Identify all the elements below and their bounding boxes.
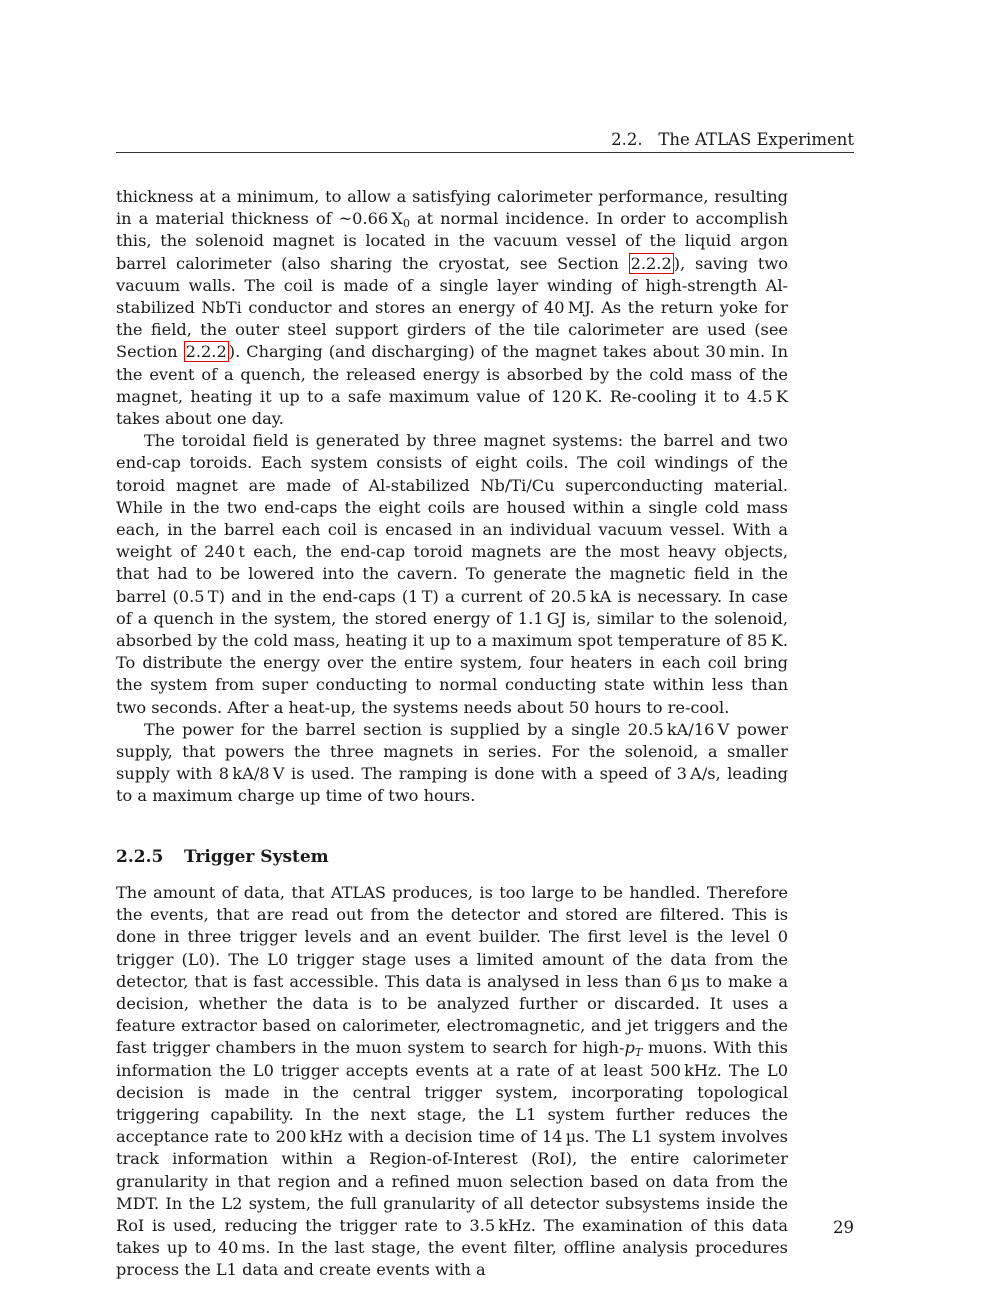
- section-number: 2.2.5: [116, 846, 164, 867]
- subscript: 0: [402, 217, 410, 231]
- header-title: The ATLAS Experiment: [658, 130, 854, 149]
- text-run: at normal incidence. In order to accomplish this, the solenoid magnet is located in the vacuum vessel of the liquid argon barrel calorimeter (also sharing the cryostat, see Section: [116, 209, 788, 273]
- section-ref-link[interactable]: 2.2.2: [630, 253, 672, 273]
- section-title: Trigger System: [184, 846, 329, 867]
- text-run: muons. With this information the L0 trigger accepts events at a rate of at least 500 kHz. The L0 decision is made in the central trigger system, incorporating topological triggering capability. In the next stage, the L1 system further reduces the acceptance rate to 200 kHz with a decision time of 14 µs. The L1 system involves track information within a Region-of-Interest (RoI), the entire calorimeter granularity in that region and a refined muon selection based on data from the MDT. In the L2 system, the full granularity of all detector subsystems inside the RoI is used, reducing the trigger rate to 3.5 kHz. The examination of this data takes up to 40 ms. In the last stage, the event filter, offline analysis procedures process the L1 data and create events with a: [116, 1038, 788, 1280]
- math-symbol: p: [624, 1038, 635, 1058]
- page-number: 29: [833, 1218, 854, 1237]
- subscript: T: [634, 1046, 643, 1060]
- text-run: ). Charging (and discharging) of the magnet takes about 30 min. In the event of a quench, the released energy is absorbed by the cold mass of the magnet, heating it up to a safe maximum value of 120 K. Re-cooling it to 4.5 K takes about one day.: [116, 342, 788, 429]
- text-run: ), saving two vacuum walls. The coil is made of a single layer winding of high-strength Al-stabilized NbTi conductor and stores an energy of 40 MJ. As the return yoke for the field, the outer steel support girders of the tile calorimeter are used (see Section: [116, 253, 788, 362]
- section-ref-link[interactable]: 2.2.2: [185, 342, 227, 362]
- header-section-number: 2.2.: [611, 130, 643, 149]
- paragraph-solenoid: [116, 186, 788, 430]
- section-heading: [116, 846, 788, 868]
- paragraph-power: The power for the barrel section is supplied by a single 20.5 kA/16 V power supply, that powers the three magnets in series. For the solenoid, a smaller supply with 8 kA/8 V is used. The ramping is done with a speed of 3 A/s, leading to a maximum charge up time of two hours.: [116, 719, 788, 806]
- paragraph-trigger: [116, 882, 788, 1282]
- page-body: [116, 186, 788, 1282]
- text-run: The amount of data, that ATLAS produces, is too large to be handled. Therefore the events, that are read out from the detector and stored are filtered. This is done in three trigger levels and an event builder. The first level is the level 0 trigger (L0). The L0 trigger stage uses a limited amount of the data from the detector, that is fast accessible. This data is analysed in less than 6 µs to make a decision, whether the data is to be analyzed further or discarded. It uses a feature extractor based on calorimeter, electromagnetic, and jet triggers and the fast trigger chambers in the muon system to search for high-: [116, 882, 788, 1058]
- paragraph-toroid: The toroidal field is generated by three magnet systems: the barrel and two end-cap toroids. Each system consists of eight coils. The coil windings of the toroid magnet are made of Al-stabilized Nb/Ti/Cu superconducting material. While in the two end-caps the eight coils are housed within a single cold mass each, in the barrel each coil is encased in an individual vacuum vessel. With a weight of 240 t each, the end-cap toroid magnets are the most heavy objects, that had to be lowered into the cavern. To generate the magnetic field in the barrel (0.5 T) and in the end-caps (1 T) a current of 20.5 kA is necessary. In case of a quench in the system, the stored energy of 1.1 GJ is, similar to the solenoid, absorbed by the cold mass, heating it up to a maximum spot temperature of 85 K. To distribute the energy over the entire system, four heaters in each coil bring the system from super conducting to normal conducting state within less than two seconds. After a heat-up, the systems needs about 50 hours to re-cool.: [116, 431, 788, 717]
- text-run: thickness at a minimum, to allow a satisfying calorimeter performance, resulting in a material thickness of ~0.66 X: [116, 187, 788, 229]
- running-header: [116, 130, 854, 153]
